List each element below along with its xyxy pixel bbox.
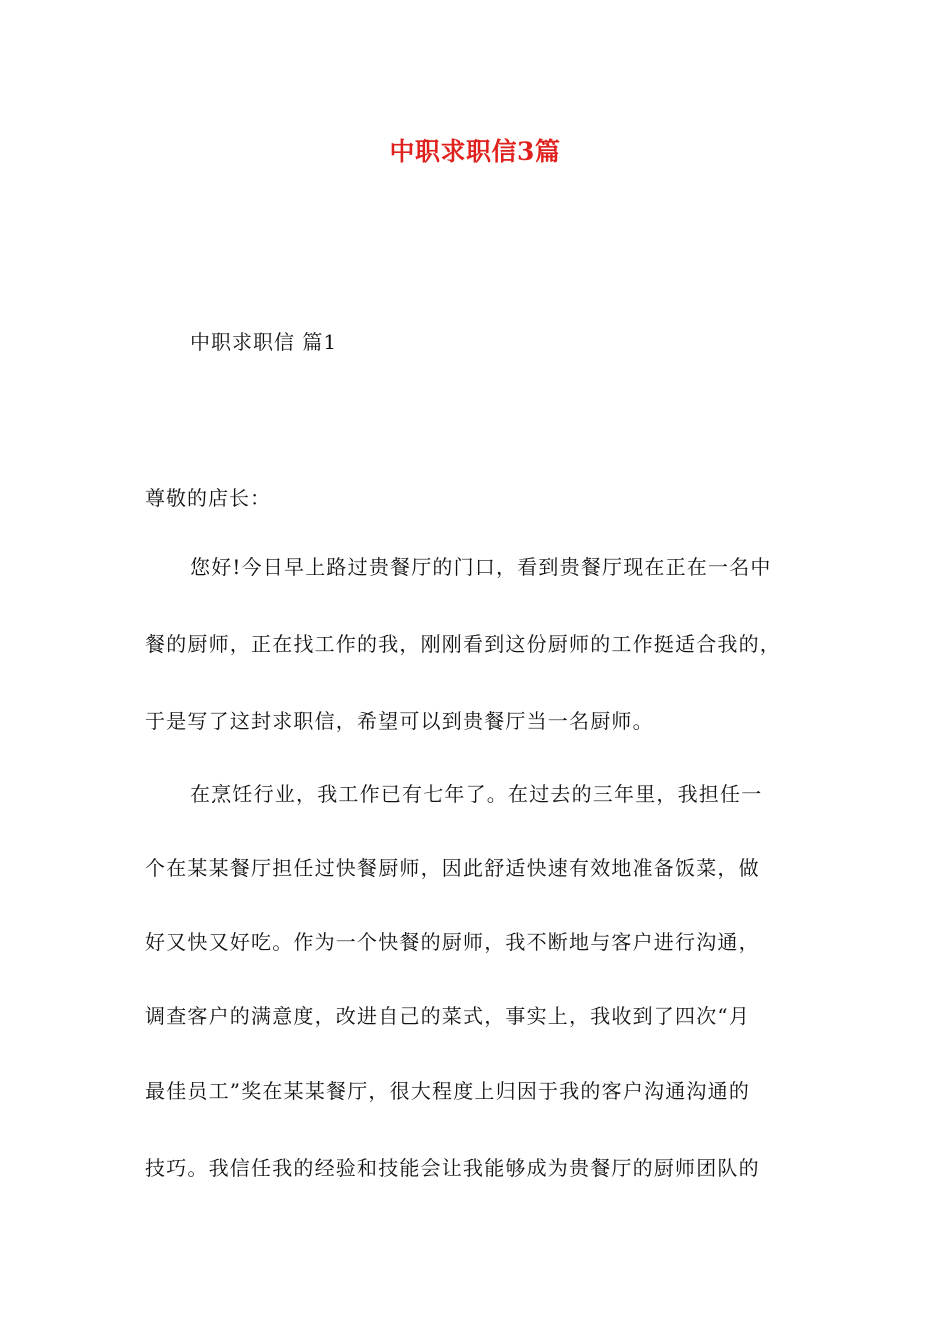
body-line: 最佳员工”奖在某某餐厅，很大程度上归因于我的客户沟通沟通的 [145,1079,751,1103]
section-heading: 中职求职信 篇1 [190,330,338,354]
body-line: 调查客户的满意度，改进自己的菜式，事实上，我收到了四次“月 [145,1004,751,1028]
body-line: 好又快又好吃。作为一个快餐的厨师，我不断地与客户进行沟通， [145,930,760,954]
body-line: 您好!今日早上路过贵餐厅的门口，看到贵餐厅现在正在一名中 [190,555,772,579]
body-line: 技巧。我信任我的经验和技能会让我能够成为贵餐厅的厨师团队的 [145,1156,760,1180]
body-line: 在烹饪行业，我工作已有七年了。在过去的三年里，我担任一 [190,782,763,806]
document-title: 中职求职信3篇 [389,137,561,166]
salutation: 尊敬的店长： [145,486,271,510]
body-line: 餐的厨师，正在找工作的我，刚刚看到这份厨师的工作挺适合我的， [145,632,781,656]
body-line: 于是写了这封求职信，希望可以到贵餐厅当一名厨师。 [145,709,654,733]
body-line: 个在某某餐厅担任过快餐厨师，因此舒适快速有效地准备饭菜，做 [145,856,760,880]
